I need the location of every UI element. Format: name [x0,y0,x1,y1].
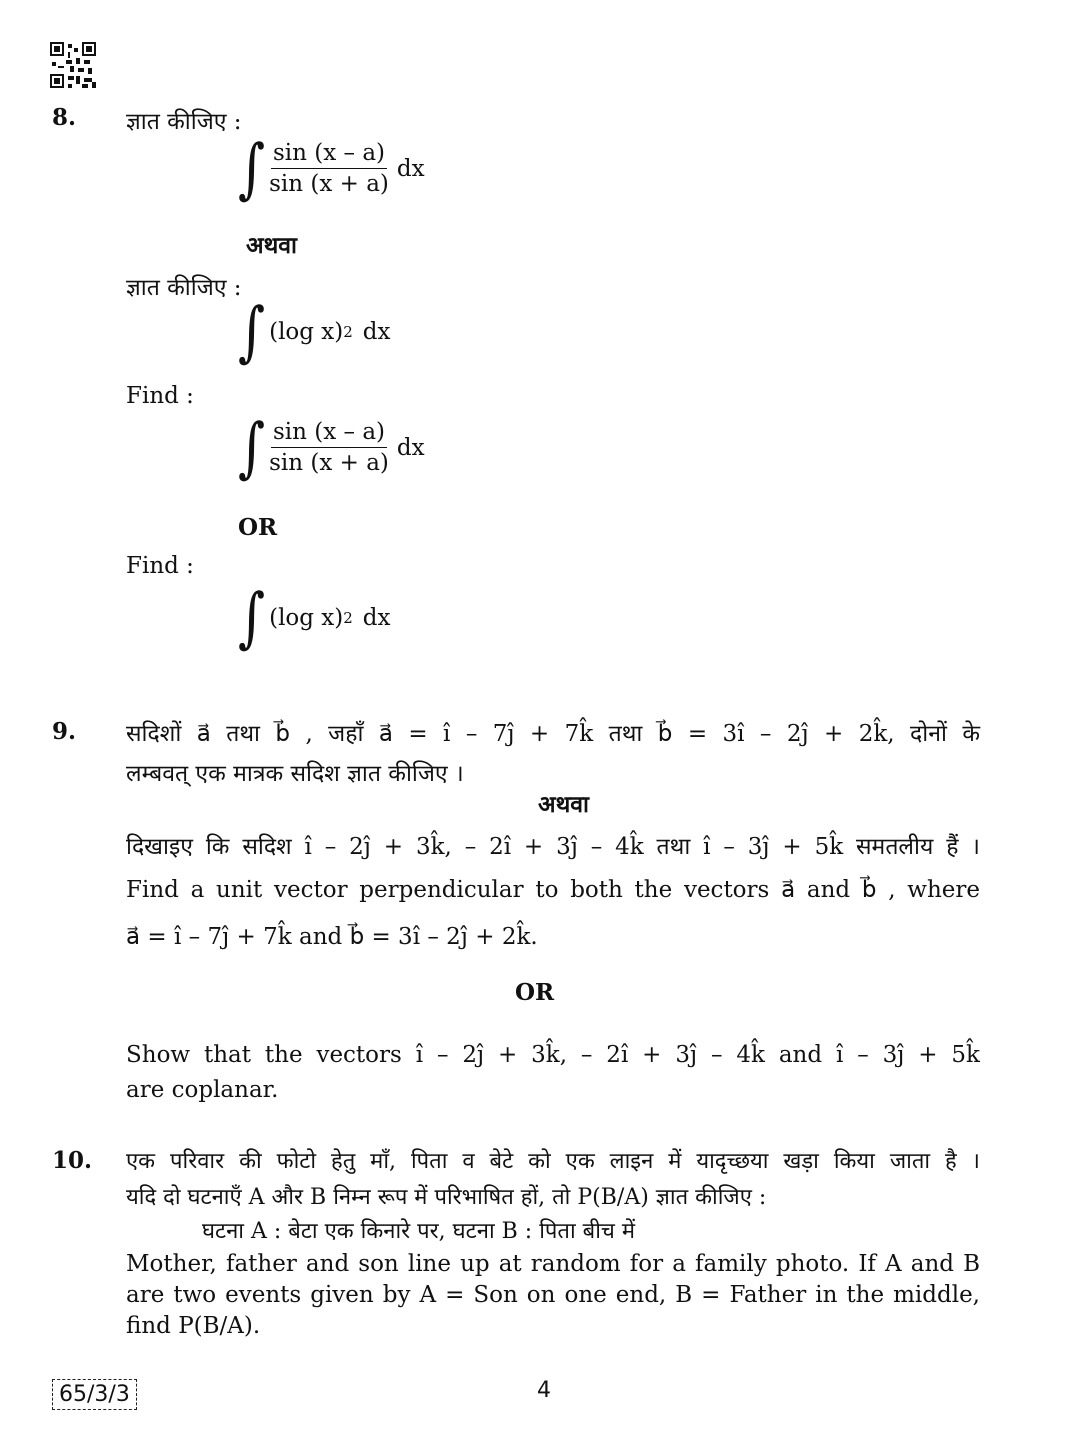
question-8-number: 8. [52,104,77,131]
dx: dx [362,319,391,345]
numerator: sin (x – a) [271,419,387,448]
q9-english-line-4: are coplanar. [126,1077,279,1103]
q8-hindi-find: ज्ञात कीजिए : [126,109,242,135]
question-10-number: 10. [52,1147,93,1174]
paper-code: 65/3/3 [52,1379,137,1410]
q8-english-find: Find : [126,383,194,409]
integral-sign: ∫ [238,294,266,370]
integral-sign: ∫ [238,131,266,206]
q9-hindi-or: अथवा [538,791,590,818]
qr-code [50,42,96,88]
q10-hindi-line-3: घटना A : बेटा एक किनारे पर, घटना B : पिता बीच में [202,1219,636,1244]
fraction [269,419,389,476]
q8-integral-1 [238,131,425,206]
dx: dx [396,155,425,182]
denominator: sin (x + a) [269,450,389,476]
page-number: 4 [537,1378,551,1403]
integral-sign: ∫ [238,580,266,656]
q10-english-line-1: Mother, father and son line up at random for a family photo. If A and B [126,1251,980,1277]
q10-english-line-2: are two events given by A = Son on one end, B = Father in the middle, [126,1282,980,1308]
q9-english-line-3: Show that the vectors î – 2ĵ + 3k̂, – 2î + 3ĵ – 4k̂ and î – 3ĵ + 5k̂ [126,1042,980,1068]
q9-english-or: OR [515,979,555,1006]
q9-english-line-2: a⃗ = î – 7ĵ + 7k̂ and b⃗ = 3î – 2ĵ + 2k̂. [126,924,538,950]
question-9-number: 9. [52,718,77,745]
q10-english-line-3: find P(B/A). [126,1313,261,1339]
dx: dx [362,605,391,631]
fraction [269,140,389,197]
q10-hindi-line-2: यदि दो घटनाएँ A और B निम्न रूप में परिभाषित हों, तो P(B/A) ज्ञात कीजिए : [126,1185,767,1210]
exponent: 2 [343,609,353,627]
q8-integral-4 [238,580,391,656]
q8-english-or: OR [238,514,278,541]
q9-hindi-line-3: दिखाइए कि सदिश î – 2ĵ + 3k̂, – 2î + 3ĵ – 4k̂ तथा î – 3ĵ + 5k̂ समतलीय हैं । [126,834,980,860]
q8-integral-2 [238,294,391,370]
q9-hindi-line-1: सदिशों a⃗ तथा b⃗ , जहाँ a⃗ = î – 7ĵ + 7k̂ तथा b⃗ = 3î – 2ĵ + 2k̂, दोनों के [126,721,980,747]
q9-hindi-line-2: लम्बवत् एक मात्रक सदिश ज्ञात कीजिए । [126,761,464,787]
exponent: 2 [343,323,353,341]
numerator: sin (x – a) [271,140,387,169]
q8-hindi-or: अथवा [246,232,298,259]
denominator: sin (x + a) [269,171,389,197]
dx: dx [396,434,425,461]
q8-integral-3 [238,410,425,485]
integrand: (log x) [269,605,344,631]
q8-hindi-find-2: ज्ञात कीजिए : [126,275,242,301]
q9-english-line-1: Find a unit vector perpendicular to both the vectors a⃗ and b⃗ , where [126,877,980,903]
q8-english-find-2: Find : [126,553,194,579]
q10-hindi-line-1: एक परिवार की फोटो हेतु माँ, पिता व बेटे को एक लाइन में यादृच्छया खड़ा किया जाता है । [126,1149,980,1174]
integrand: (log x) [269,319,344,345]
integral-sign: ∫ [238,410,266,485]
